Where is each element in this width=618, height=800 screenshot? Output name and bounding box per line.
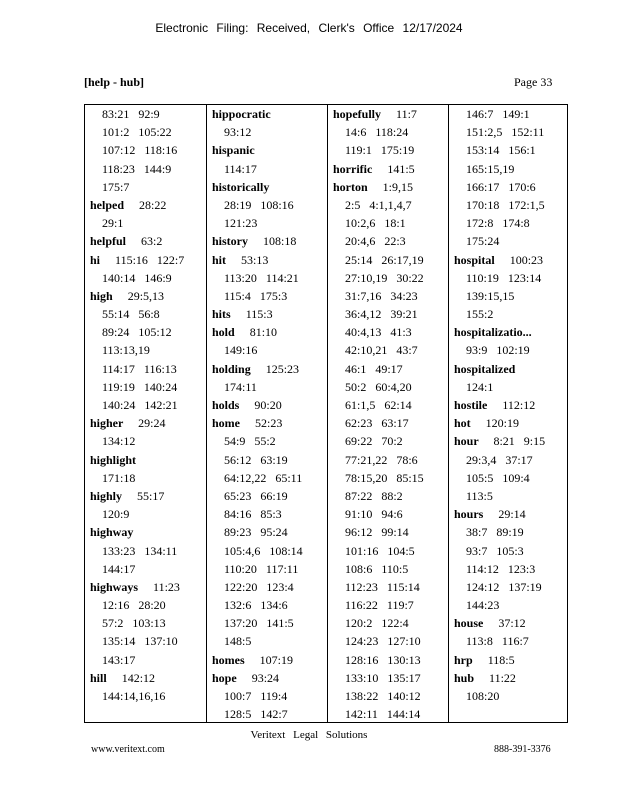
index-term-refs: 37:12: [498, 616, 526, 631]
index-term-entry: [207, 178, 328, 196]
filing-stamp: Electronic Filing: Received, Clerk's Office 12/17/2024: [155, 21, 463, 35]
index-term: hours: [454, 507, 484, 522]
index-term: helpful: [90, 234, 127, 249]
index-term-refs: 29:5,13: [127, 288, 165, 303]
index-ref-line: 175:24: [466, 234, 500, 249]
page-number: Page 33: [514, 75, 553, 89]
index-term-refs: 141:5: [387, 161, 415, 176]
index-term-refs: 90:20: [254, 398, 282, 412]
index-term-entry: [328, 178, 449, 196]
index-table: [84, 104, 568, 723]
index-ref-line: 93:9 102:19: [466, 343, 530, 358]
index-term-refs: 120:19: [485, 416, 520, 431]
index-ref-line: 120:2 122:4: [345, 616, 409, 631]
index-term: helped: [90, 197, 125, 212]
index-ref-line: 119:1 175:19: [345, 143, 415, 158]
index-term: highways: [90, 579, 139, 594]
index-ref-line: 122:20 123:4: [224, 579, 294, 594]
index-term-entry: [449, 396, 568, 414]
index-column-2: [206, 105, 328, 722]
index-ref-line: 146:7 149:1: [466, 107, 530, 121]
index-ref-line: 29:3,4 37:17: [466, 452, 533, 467]
index-ref-line: 165:15,19: [466, 161, 515, 176]
index-ref-line: 65:23 66:19: [224, 488, 288, 503]
index-ref-line: 142:11 144:14: [345, 707, 421, 722]
index-ref-line: 54:9 55:2: [224, 434, 276, 449]
index-ref-line: 119:19 140:24: [102, 379, 178, 394]
index-term-refs: 107:19: [259, 652, 294, 667]
index-term-refs: 81:10: [249, 325, 278, 340]
index-ref-line: 61:1,5 62:14: [345, 398, 412, 412]
index-ref-line: 55:14 56:8: [102, 307, 160, 322]
index-term-entry: [207, 651, 328, 669]
index-ref-line: 137:20 141:5: [224, 616, 294, 631]
index-term-refs: 125:23: [265, 361, 300, 376]
index-ref-line: 124:1: [466, 379, 494, 394]
index-ref-line: 36:4,12 39:21: [345, 307, 418, 322]
index-ref-line: 124:23 127:10: [345, 634, 421, 649]
index-term-refs: 11:23: [153, 579, 180, 594]
footer-website: www.veritext.com: [91, 744, 165, 755]
index-ref-line: 62:23 63:17: [345, 416, 409, 431]
index-term-refs: 28:22: [139, 197, 167, 212]
index-term-entry: [207, 396, 328, 414]
index-term-refs: 11:22: [489, 670, 516, 685]
index-ref-line: 124:12 137:19: [466, 579, 542, 594]
index-term-entry: [449, 614, 568, 632]
index-term-entry: [207, 232, 328, 250]
index-ref-line: 84:16 85:3: [224, 507, 282, 522]
index-term: hostile: [454, 398, 488, 412]
index-ref-line: 28:19 108:16: [224, 197, 294, 212]
index-term: hill: [90, 670, 107, 685]
index-ref-line: 170:18 172:1,5: [466, 197, 545, 212]
index-ref-line: 140:24 142:21: [102, 398, 178, 412]
footer-company: Veritext Legal Solutions: [250, 729, 368, 741]
index-ref-line: 89:24 105:12: [102, 325, 172, 340]
index-term-entry: [207, 105, 328, 123]
index-term: hub: [454, 670, 475, 685]
index-ref-line: 29:1: [102, 216, 124, 231]
index-term-entry: [449, 432, 568, 450]
index-ref-line: 151:2,5 152:11: [466, 125, 545, 140]
index-term: highlight: [90, 452, 137, 467]
index-term-refs: 93:24: [251, 670, 280, 685]
index-ref-line: 101:16 104:5: [345, 543, 415, 558]
index-ref-line: 114:12 123:3: [466, 561, 536, 576]
index-ref-line: 133:10 135:17: [345, 670, 421, 685]
index-term-entry: [449, 669, 568, 687]
index-term-refs: 115:3: [245, 307, 273, 322]
footer-phone: 888-391-3376: [494, 744, 551, 755]
index-ref-line: 107:12 118:16: [102, 143, 178, 158]
index-ref-line: 133:23 134:11: [102, 543, 178, 558]
index-ref-line: 46:1 49:17: [345, 361, 403, 376]
index-ref-line: 14:6 118:24: [345, 125, 409, 140]
index-term: hopefully: [333, 107, 382, 121]
index-ref-line: 57:2 103:13: [102, 616, 166, 631]
index-term: homes: [212, 652, 245, 667]
index-term: hospitalizatio...: [454, 325, 532, 340]
index-ref-line: 64:12,22 65:11: [224, 470, 303, 485]
index-term: hold: [212, 325, 235, 340]
index-ref-line: 174:11: [224, 379, 257, 394]
index-ref-line: 118:23 144:9: [102, 161, 172, 176]
index-ref-line: 114:17 116:13: [102, 361, 177, 376]
index-ref-line: 113:5: [466, 488, 493, 503]
index-term-entry: [85, 523, 206, 541]
index-term: holds: [212, 398, 240, 412]
index-ref-line: 135:14 137:10: [102, 634, 178, 649]
index-term: horrific: [333, 161, 373, 176]
index-term-refs: 53:13: [241, 252, 269, 267]
index-ref-line: 153:14 156:1: [466, 143, 536, 158]
index-term: hispanic: [212, 143, 255, 158]
index-ref-line: 115:4 175:3: [224, 288, 288, 303]
index-term-entry: [449, 360, 568, 378]
index-term-refs: 8:21 9:15: [493, 434, 546, 449]
index-term-entry: [207, 305, 328, 323]
index-term-entry: [207, 323, 328, 341]
index-ref-line: 105:5 109:4: [466, 470, 530, 485]
index-ref-line: 38:7 89:19: [466, 525, 524, 540]
index-ref-line: 12:16 28:20: [102, 598, 166, 613]
index-ref-line: 89:23 95:24: [224, 525, 288, 540]
index-ref-line: 120:9: [102, 507, 130, 522]
index-ref-line: 101:2 105:22: [102, 125, 172, 140]
index-term: hope: [212, 670, 237, 685]
index-term-entry: [328, 105, 449, 123]
index-ref-line: 140:14 146:9: [102, 270, 172, 285]
index-ref-line: 78:15,20 85:15: [345, 470, 424, 485]
index-term-entry: [328, 160, 449, 178]
index-ref-line: 132:6 134:6: [224, 598, 288, 613]
index-term-refs: 100:23: [509, 252, 544, 267]
index-range: [help - hub]: [84, 75, 145, 89]
index-ref-line: 172:8 174:8: [466, 216, 530, 231]
index-term-entry: [85, 251, 206, 269]
index-ref-line: 121:23: [224, 216, 258, 231]
index-term: hippocratic: [212, 107, 271, 121]
index-ref-line: 108:20: [466, 689, 500, 703]
index-term-entry: [85, 414, 206, 432]
index-ref-line: 134:12: [102, 434, 136, 449]
index-term-entry: [207, 360, 328, 378]
index-ref-line: 105:4,6 108:14: [224, 543, 303, 558]
index-term: house: [454, 616, 484, 631]
index-term-refs: 108:18: [263, 234, 297, 249]
index-ref-line: 77:21,22 78:6: [345, 452, 418, 467]
index-ref-line: 91:10 94:6: [345, 507, 403, 522]
index-term-entry: [207, 414, 328, 432]
index-term: higher: [90, 416, 124, 431]
index-term-entry: [207, 669, 328, 687]
index-term: high: [90, 288, 113, 303]
index-term-refs: 142:12: [121, 670, 156, 685]
index-ref-line: 25:14 26:17,19: [345, 252, 424, 267]
index-column-3: [327, 105, 449, 722]
index-term-entry: [449, 251, 568, 269]
index-term: hits: [212, 307, 231, 322]
index-term-refs: 11:7: [396, 107, 417, 121]
index-ref-line: 40:4,13 41:3: [345, 325, 412, 340]
index-term: highly: [90, 488, 123, 503]
index-term-entry: [85, 196, 206, 214]
index-ref-line: 93:12: [224, 125, 252, 140]
index-ref-line: 175:7: [102, 179, 130, 194]
index-ref-line: 56:12 63:19: [224, 452, 288, 467]
index-ref-line: 110:19 123:14: [466, 270, 542, 285]
index-term-entry: [85, 578, 206, 596]
index-term-refs: 112:12: [502, 398, 536, 412]
index-term-entry: [85, 669, 206, 687]
index-term-entry: [85, 451, 206, 469]
index-ref-line: 138:22 140:12: [345, 689, 421, 703]
index-term-entry: [449, 323, 568, 341]
index-ref-line: 27:10,19 30:22: [345, 270, 424, 285]
index-term: hospital: [454, 252, 495, 267]
index-ref-line: 112:23 115:14: [345, 579, 420, 594]
index-ref-line: 96:12 99:14: [345, 525, 409, 540]
index-ref-line: 149:16: [224, 343, 258, 358]
index-term: highway: [90, 525, 134, 540]
index-term-entry: [449, 651, 568, 669]
index-ref-line: 31:7,16 34:23: [345, 288, 418, 303]
index-ref-line: 113:13,19: [102, 343, 150, 358]
index-ref-line: 100:7 119:4: [224, 689, 288, 703]
index-ref-line: 128:5 142:7: [224, 707, 288, 722]
index-term: horton: [333, 179, 368, 194]
index-ref-line: 144:23: [466, 598, 500, 613]
index-ref-line: 144:14,16,16: [102, 689, 166, 703]
index-ref-line: 139:15,15: [466, 288, 515, 303]
index-term-refs: 118:5: [487, 652, 515, 667]
index-term: hot: [454, 416, 471, 431]
index-term: hrp: [454, 652, 473, 667]
index-ref-line: 42:10,21 43:7: [345, 343, 418, 358]
index-term-refs: 115:16 122:7: [115, 252, 185, 267]
index-ref-line: 83:21 92:9: [102, 107, 160, 121]
index-ref-line: 113:20 114:21: [224, 270, 299, 285]
index-ref-line: 155:2: [466, 307, 494, 322]
index-ref-line: 148:5: [224, 634, 252, 649]
index-term: holding: [212, 361, 251, 376]
index-ref-line: 87:22 88:2: [345, 488, 403, 503]
index-column-4: [448, 105, 568, 722]
index-term: hit: [212, 252, 227, 267]
index-ref-line: 110:20 117:11: [224, 561, 299, 576]
index-term-refs: 29:14: [498, 507, 526, 522]
index-term: historically: [212, 179, 270, 194]
index-term-refs: 63:2: [141, 234, 163, 249]
index-term-entry: [207, 251, 328, 269]
index-ref-line: 166:17 170:6: [466, 179, 536, 194]
index-term-entry: [85, 487, 206, 505]
index-ref-line: 108:6 110:5: [345, 561, 409, 576]
index-term-refs: 55:17: [137, 488, 165, 503]
index-ref-line: 171:18: [102, 470, 136, 485]
index-term-refs: 52:23: [255, 416, 283, 431]
index-ref-line: 143:17: [102, 652, 136, 667]
index-ref-line: 20:4,6 22:3: [345, 234, 406, 249]
index-ref-line: 128:16 130:13: [345, 652, 421, 667]
index-term: history: [212, 234, 248, 249]
index-term-refs: 1:9,15: [382, 179, 414, 194]
index-ref-line: 50:2 60:4,20: [345, 379, 412, 394]
index-term-entry: [449, 505, 568, 523]
index-column-1: [85, 105, 206, 722]
index-ref-line: 10:2,6 18:1: [345, 216, 406, 231]
index-term-entry: [85, 287, 206, 305]
index-term-entry: [85, 232, 206, 250]
index-ref-line: 144:17: [102, 561, 136, 576]
index-ref-line: 93:7 105:3: [466, 543, 524, 558]
index-term: hour: [454, 434, 479, 449]
index-term-entry: [207, 141, 328, 159]
index-ref-line: 113:8 116:7: [466, 634, 529, 649]
index-ref-line: 2:5 4:1,1,4,7: [345, 197, 412, 212]
index-term-entry: [449, 414, 568, 432]
index-ref-line: 114:17: [224, 161, 257, 176]
index-term: hospitalized: [454, 361, 516, 376]
index-ref-line: 69:22 70:2: [345, 434, 403, 449]
index-term: home: [212, 416, 240, 431]
index-ref-line: 116:22 119:7: [345, 598, 414, 613]
index-term: hi: [90, 252, 101, 267]
index-term-refs: 29:24: [138, 416, 166, 431]
